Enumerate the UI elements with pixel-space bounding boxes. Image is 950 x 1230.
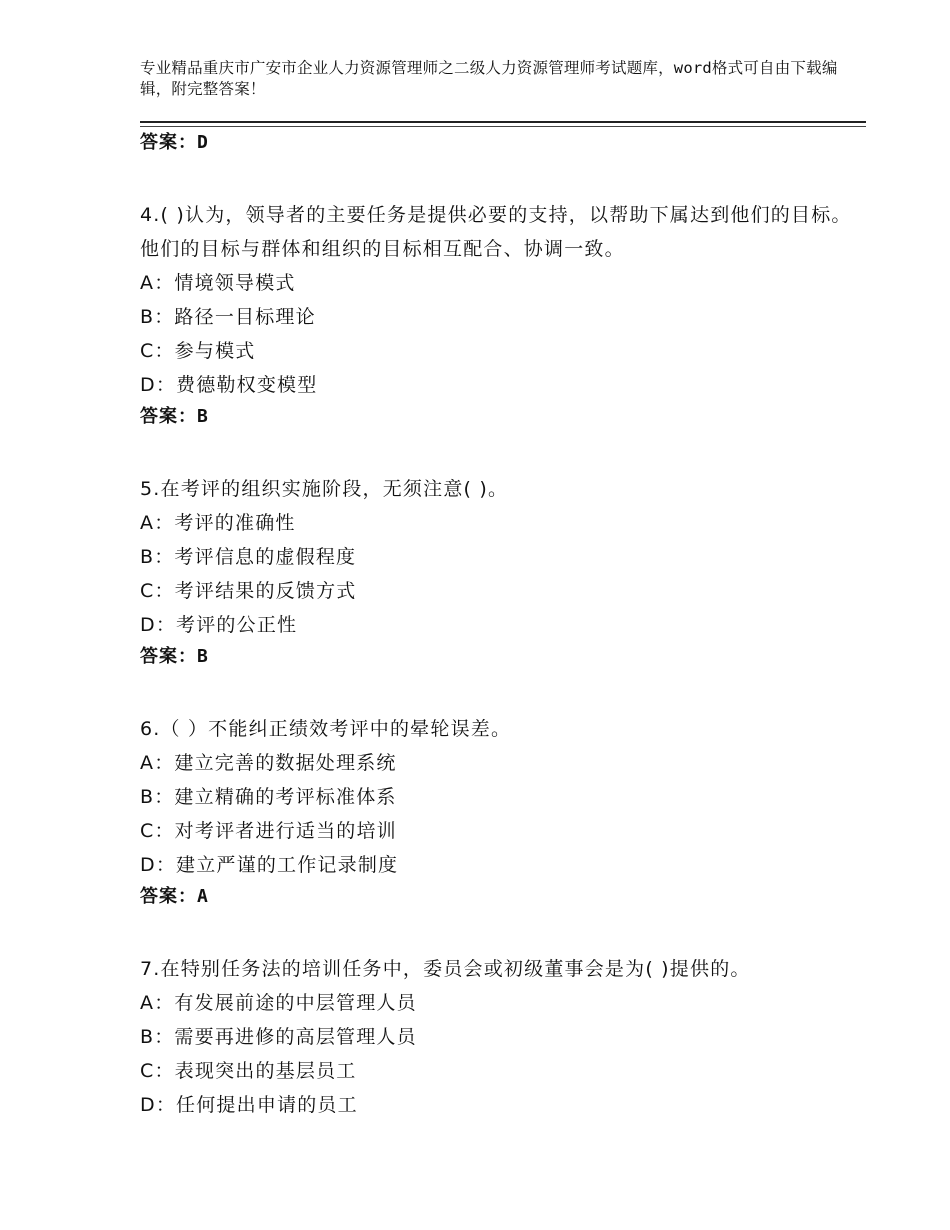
option-d: D：任何提出申请的员工 xyxy=(140,1094,358,1116)
option-b: B：考评信息的虚假程度 xyxy=(140,546,357,568)
option-a: A：情境领导模式 xyxy=(140,272,296,294)
answer-line xyxy=(140,642,860,672)
option-b: B：路径一目标理论 xyxy=(140,306,316,328)
answer-value: B xyxy=(197,406,209,427)
answer-line xyxy=(140,402,860,432)
option-c: C：参与模式 xyxy=(140,340,256,362)
option-c: C：考评结果的反馈方式 xyxy=(140,580,357,602)
option-a: A：有发展前途的中层管理人员 xyxy=(140,992,417,1014)
option-b: B：需要再进修的高层管理人员 xyxy=(140,1026,417,1048)
answer-line xyxy=(140,882,860,912)
question-stem: 4.( )认为，领导者的主要任务是提供必要的支持，以帮助下属达到他们的目标。他们的目标与群体和组织的目标相互配合、协调一致。 xyxy=(140,204,852,260)
answer-line-q3 xyxy=(140,128,860,158)
option-c: C：对考评者进行适当的培训 xyxy=(140,820,397,842)
question-stem: 6.（ ）不能纠正绩效考评中的晕轮误差。 xyxy=(140,718,512,740)
question-stem: 5.在考评的组织实施阶段，无须注意( )。 xyxy=(140,478,509,500)
option-c: C：表现突出的基层员工 xyxy=(140,1060,357,1082)
document-body xyxy=(140,128,860,1122)
document-header xyxy=(140,58,840,100)
answer-value: D xyxy=(197,132,209,153)
question-5 xyxy=(140,472,860,672)
answer-label: 答案： xyxy=(140,886,197,907)
option-a: A：考评的准确性 xyxy=(140,512,296,534)
question-stem: 7.在特别任务法的培训任务中，委员会或初级董事会是为( )提供的。 xyxy=(140,958,751,980)
question-4 xyxy=(140,198,860,432)
header-rule-thick xyxy=(140,121,866,123)
answer-value: B xyxy=(197,646,209,667)
option-d: D：费德勒权变模型 xyxy=(140,374,318,396)
answer-label: 答案： xyxy=(140,132,197,153)
option-d: D：考评的公正性 xyxy=(140,614,298,636)
header-rule-thin xyxy=(140,126,866,127)
option-d: D：建立严谨的工作记录制度 xyxy=(140,854,399,876)
option-b: B：建立精确的考评标准体系 xyxy=(140,786,397,808)
answer-label: 答案： xyxy=(140,646,197,667)
answer-label: 答案： xyxy=(140,406,197,427)
header-text: 专业精品重庆市广安市企业人力资源管理师之二级人力资源管理师考试题库，word格式可自由下载编辑，附完整答案！ xyxy=(140,59,838,98)
answer-value: A xyxy=(197,886,209,907)
option-a: A：建立完善的数据处理系统 xyxy=(140,752,397,774)
question-7 xyxy=(140,952,860,1122)
question-6 xyxy=(140,712,860,912)
